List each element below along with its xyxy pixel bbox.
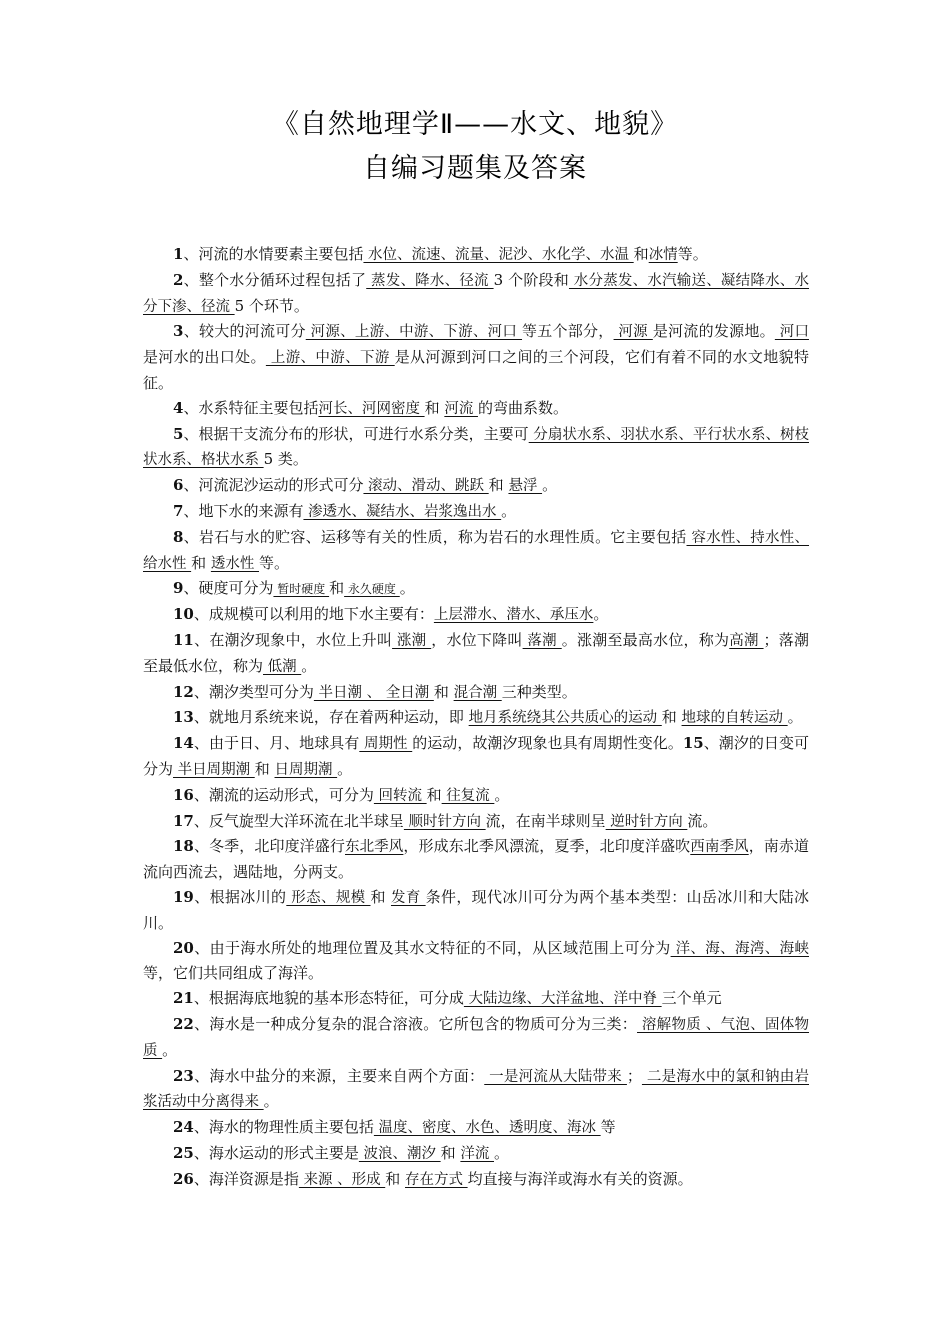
question-text: ，形成东北季风漂流，夏季，北印度洋盛吹 [403, 837, 691, 856]
answer-text: 周期性 [359, 736, 413, 753]
question-text: 的弯曲系数。 [477, 398, 568, 417]
question-text: ，南赤道流向西流去，遇陆地，分两支。 [143, 837, 810, 882]
question-text: 、整个水分循环过程包括了 [183, 270, 367, 289]
answer-text: 透水性 [210, 555, 259, 572]
question-text: 。 [593, 605, 609, 624]
question-number: 25 [173, 1143, 194, 1162]
question-text: 、海洋资源是指 [193, 1169, 299, 1188]
question-text: 、根据海底地貌的基本形态特征，可分成 [193, 989, 464, 1008]
question-text: 。 [542, 476, 558, 495]
question-item [143, 628, 809, 680]
question-text: 均直接与海洋或海水有关的资源。 [467, 1169, 693, 1188]
question-item [143, 268, 809, 320]
question-item [143, 1167, 809, 1193]
answer-text: 洋、海、海湾、海峡 [670, 940, 809, 957]
question-number: 20 [173, 938, 194, 957]
question-text: 和 [488, 476, 509, 495]
question-text: 三种类型。 [501, 682, 577, 701]
question-text: 是从河源到河口之间的三个河段，它们有着不同的水文地貌特征。 [143, 348, 809, 392]
answer-text: 回转流 [373, 787, 427, 804]
question-item [143, 834, 809, 885]
question-number: 2 [173, 270, 184, 289]
question-number: 9 [173, 579, 184, 598]
answer-text: 二是海水中的氯和钠由岩浆活动中分离得来 [143, 1068, 809, 1111]
question-item [143, 1115, 809, 1141]
question-text: ； [626, 1066, 642, 1085]
question-number: 12 [173, 682, 194, 701]
question-text: 、海水是一种成分复杂的混合溶液。它所包含的物质可分为三类： [193, 1014, 638, 1033]
question-number: 11 [173, 630, 194, 649]
question-text: 、由于日、月、地球具有 [193, 734, 360, 753]
question-item [143, 1064, 809, 1116]
question-text: 、岩石与水的贮容、运移等有关的性质，称为岩石的水理性质。它主要包括 [183, 527, 687, 546]
question-item [143, 242, 809, 268]
question-text: 、硬度可分为 [183, 579, 274, 598]
answer-text: 渗透水、凝结水、岩浆逸出水 [303, 503, 502, 520]
answer-text: 温度、密度、水色、透明度、海冰 [373, 1120, 601, 1137]
answer-text: 河源 [613, 324, 653, 341]
answer-text: 河源、上游、中游、下游、河口 [305, 324, 523, 341]
question-text: 流，在南半球则呈 [485, 811, 606, 830]
question-number: 16 [173, 785, 194, 804]
question-text: 、较大的河流可分 [183, 322, 306, 341]
question-text: 。涨潮至最高水位，称为 [561, 630, 730, 649]
answer-text: 地月系统绕其公共质心的运动 [468, 710, 662, 727]
question-text: 、海水中盐分的来源，主要来自两个方面： [193, 1066, 485, 1085]
question-item [143, 525, 809, 577]
question-number: 8 [173, 527, 184, 546]
answer-text: 河长、河网密度 [318, 400, 425, 417]
question-text: 、河流泥沙运动的形式可分 [183, 476, 364, 495]
answer-text: 河流 [444, 400, 478, 417]
question-number: 26 [173, 1169, 194, 1188]
question-text: 、水系特征主要包括 [183, 398, 319, 417]
question-text: 。 [494, 1143, 510, 1162]
answer-text: 容水性、持水性、给水性 [143, 529, 810, 572]
question-text: 的运动，故潮汐现象也具有周期性变化。 [412, 734, 683, 753]
question-text: ；落潮至最低水位，称为 [143, 630, 810, 675]
question-number: 21 [173, 989, 194, 1008]
question-item [143, 809, 809, 835]
answer-text: 永久硬度 [344, 582, 400, 597]
question-number: 4 [173, 398, 184, 417]
question-text: 流。 [687, 811, 718, 830]
document-subtitle: 自编习题集及答案 [363, 153, 587, 184]
answer-text: 发育 [390, 889, 426, 906]
question-text: 、海水的物理性质主要包括 [193, 1118, 374, 1137]
question-text: 、根据干支流分布的形状，可进行水系分类，主要可 [183, 424, 529, 443]
question-number: 5 [173, 424, 184, 443]
question-item [143, 576, 809, 602]
answer-text: 混合潮 [453, 684, 502, 701]
question-text: 、河流的水情要素主要包括 [183, 245, 364, 263]
question-item [143, 602, 809, 628]
question-text: 和 [370, 887, 391, 906]
question-item [143, 422, 809, 474]
question-number: 23 [173, 1066, 194, 1085]
answer-text: 水位、流速、流量、泥沙、水化学、水温 [363, 247, 634, 263]
question-text: 。 [501, 501, 517, 520]
answer-text: 蒸发、降水、径流 [366, 272, 494, 289]
answer-text: 暂时硬度 [273, 582, 330, 597]
question-text: 是河流的发源地。 [652, 322, 775, 341]
question-text: 等，它们共同组成了海洋。 [143, 964, 324, 983]
question-number: 15 [682, 734, 704, 753]
answer-text: 东北季风 [344, 839, 404, 856]
answer-text: 日周期潮 [274, 761, 338, 778]
question-text: 等。 [677, 245, 708, 263]
question-text: 和 [661, 708, 682, 727]
question-text: 等 [600, 1118, 616, 1137]
answer-text: 分扇状水系、羽状水系、平行状水系、树枝状水系、格状水系 [143, 426, 809, 469]
question-item [143, 783, 809, 809]
question-text: 5 个环节。 [234, 296, 309, 315]
answer-text: 溶解物质 、气泡、固体物质 [143, 1016, 809, 1059]
question-text: 和 [329, 579, 345, 598]
answer-text: 落潮 [522, 632, 562, 649]
question-text: 和 [440, 1143, 461, 1162]
question-text: 等。 [259, 553, 290, 572]
question-number: 1 [173, 245, 184, 263]
question-text: 、由于海水所处的地理位置及其水文特征的不同，从区域范围上可分为 [193, 938, 671, 957]
answer-text: 一是河流从大陆带来 [484, 1068, 627, 1085]
question-number: 19 [173, 887, 194, 906]
question-item [143, 1012, 809, 1064]
question-text: 。 [263, 1092, 279, 1111]
question-number: 13 [173, 708, 194, 727]
question-text: 。 [494, 785, 510, 804]
question-text: 和 [385, 1169, 405, 1188]
question-item [143, 499, 809, 525]
answer-text: 悬浮 [508, 478, 543, 495]
question-number: 22 [173, 1014, 194, 1033]
question-text: ，水位下降叫 [431, 630, 523, 649]
answer-text: 洋流 [460, 1145, 494, 1162]
question-text: 。 [399, 579, 415, 598]
question-item [143, 396, 809, 422]
question-text: 。 [337, 759, 353, 778]
question-text: 、反气旋型大洋环流在北半球呈 [193, 811, 404, 830]
question-text: 。 [301, 656, 317, 675]
question-number: 17 [173, 811, 194, 830]
question-item [143, 986, 809, 1012]
answer-text: 上游、中游、下游 [265, 350, 395, 367]
question-text: 。 [162, 1040, 178, 1059]
answer-text: 上层滞水、潜水、承压水 [433, 607, 594, 624]
question-text: 、地下水的来源有 [183, 501, 304, 520]
answer-text: 形态、规模 [286, 889, 371, 906]
answer-text: 涨潮 [392, 632, 432, 649]
question-item [143, 731, 809, 783]
answer-text: 河口 [774, 324, 809, 341]
answer-text: 水分蒸发、水汽输送、凝结降水、水分下渗、径流 [143, 272, 809, 315]
question-text: 和 [426, 785, 442, 804]
question-number: 10 [173, 605, 194, 624]
question-item [143, 885, 809, 936]
answer-text: 逆时针方向 [605, 813, 688, 830]
answer-text: 顺时针方向 [403, 813, 486, 830]
answer-text: 半日周期潮 [173, 761, 255, 778]
question-text: 、冬季，北印度洋盛行 [193, 837, 345, 856]
answer-text: 滚动、滑动、跳跃 [363, 478, 489, 495]
question-number: 24 [173, 1118, 194, 1137]
question-text: 。 [787, 708, 803, 727]
answer-text: 存在方式 [405, 1171, 468, 1188]
question-item [143, 473, 809, 499]
question-text: 、潮汐的日变可分为 [143, 734, 809, 778]
question-list [143, 242, 809, 1192]
answer-text: 往复流 [441, 787, 495, 804]
question-number: 3 [173, 322, 184, 341]
question-text: 和 [633, 245, 649, 263]
question-text: 5 类。 [263, 450, 308, 469]
question-text: 和 [254, 759, 275, 778]
answer-text: 西南季风 [690, 839, 749, 856]
answer-text: 大陆边缘、大洋盆地、洋中脊 [463, 991, 662, 1008]
question-item [143, 705, 809, 731]
question-text: 3 个阶段和 [493, 270, 569, 289]
answer-text: 冰情 [648, 247, 678, 263]
question-text: 和 [433, 682, 454, 701]
question-text: 、潮流的运动形式，可分为 [193, 785, 374, 804]
question-text: 、在潮汐现象中，水位上升叫 [193, 630, 393, 649]
answer-text: 低潮 [263, 658, 302, 675]
question-text: 等五个部分， [522, 322, 614, 341]
question-text: 和 [424, 398, 445, 417]
question-item [143, 936, 809, 987]
document-title: 《自然地理学Ⅱ——水文、地貌》 [271, 109, 679, 140]
answer-text: 高潮 [729, 632, 764, 649]
question-text: 、海水运动的形式主要是 [193, 1143, 359, 1162]
answer-text: 半日潮 、 全日潮 [313, 684, 434, 701]
question-item [143, 1141, 809, 1167]
question-text: 是河水的出口处。 [143, 348, 266, 367]
question-text: 条件，现代冰川可分为两个基本类型：山岳冰川和大陆冰川。 [143, 887, 809, 932]
question-text: 和 [191, 553, 211, 572]
question-text: 、潮汐类型可分为 [193, 682, 314, 701]
answer-text: 来源 、形成 [298, 1171, 386, 1188]
question-text: 、就地月系统来说，存在着两种运动，即 [193, 708, 469, 727]
question-number: 14 [173, 734, 194, 753]
question-item [143, 680, 809, 706]
question-number: 7 [173, 501, 184, 520]
question-item [143, 319, 809, 395]
question-text: 三个单元 [661, 989, 722, 1008]
answer-text: 地球的自转运动 [681, 710, 788, 727]
answer-text: 波浪、潮汐 [358, 1145, 441, 1162]
question-number: 6 [173, 476, 184, 495]
question-number: 18 [173, 837, 194, 856]
question-text: 、成规模可以利用的地下水主要有： [193, 605, 434, 624]
question-text: 、根据冰川的 [193, 887, 287, 906]
